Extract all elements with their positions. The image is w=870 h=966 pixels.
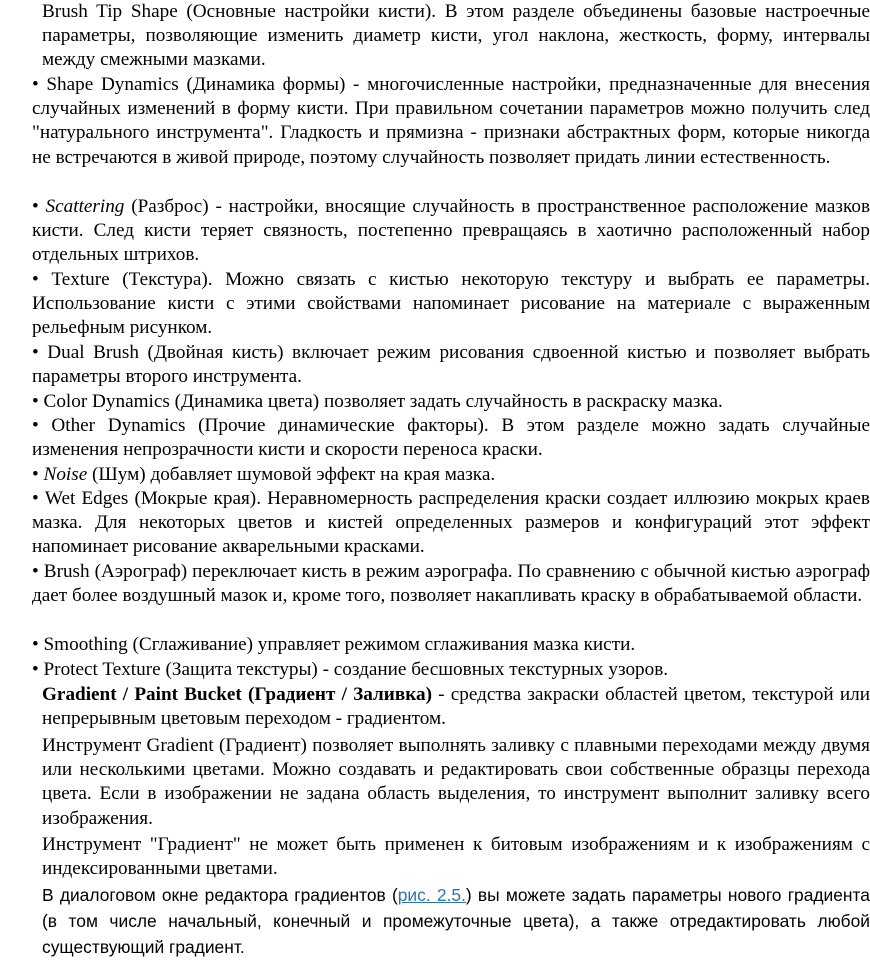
paragraph-noise xyxy=(0,463,870,487)
paragraph-gradient-tool xyxy=(0,734,870,831)
term-shape-dynamics: Shape Dynamics xyxy=(46,74,179,95)
term-wet-edges: Wet Edges xyxy=(44,488,129,509)
description-brush: (Аэрограф) переключает кисть в режим аэрографа. По сравнению с обычной кистью аэрограф дает более воздушный мазок и, кроме того, позволяет накапливать краску в обрабатываемой области. xyxy=(32,561,870,607)
bullet-icon: • xyxy=(32,342,39,363)
term-dual-brush: Dual Brush xyxy=(47,342,139,363)
description-gradient-tool: Инструмент Gradient (Градиент) позволяет выполнять заливку с плавными переходами между двумя или несколькими цветами. Можно создавать и редактировать свои собственные образцы перехода цвета. Если в изображении не задана область выделения, то инструмент выполнит заливку всего изображения. xyxy=(42,735,870,829)
bullet-icon: • xyxy=(32,391,39,412)
term-gradient-paint-bucket: Gradient / Paint Bucket (Градиент / Заливка) xyxy=(42,684,432,705)
paragraph-scattering xyxy=(0,195,870,268)
bullet-icon: • xyxy=(32,464,39,485)
description-smoothing: (Сглаживание) управляет режимом сглаживания мазка кисти. xyxy=(127,634,636,655)
term-color-dynamics: Color Dynamics xyxy=(43,391,170,412)
paragraph-other-dynamics xyxy=(0,414,870,462)
term-other-dynamics: Other Dynamics xyxy=(51,415,186,436)
description-shape-dynamics: (Динамика формы) - многочисленные настройки, предназначенные для внесения случайных изменений в форму кисти. При правильном сочетании параметров можно получить след "натурального инструмента". Гладкость и прямизна - признаки абстрактных форм, которые никогда не встречаются в живой природе, поэтому случайность позволяет придать линии естественность. xyxy=(32,74,870,168)
term-brush-tip-shape: Brush Tip Shape xyxy=(42,1,178,22)
gradient-editor-text-before: В диалоговом окне редактора градиентов ( xyxy=(42,885,398,905)
description-gradient-paint-bucket: - средства закраски областей цветом, текстурой или непрерывным цветовым переходом - градиентом. xyxy=(42,684,870,730)
paragraph-dual-brush xyxy=(0,341,870,389)
description-protect-texture: (Защита текстуры) - создание бесшовных текстурных узоров. xyxy=(160,659,669,680)
paragraph-gradient-limit xyxy=(0,833,870,881)
term-brush: Brush xyxy=(43,561,90,582)
bullet-icon: • xyxy=(32,659,39,680)
bullet-icon: • xyxy=(32,561,39,582)
description-other-dynamics: (Прочие динамические факторы). В этом разделе можно задать случайные изменения непрозрачности кисти и скорости переноса краски. xyxy=(32,415,870,461)
description-dual-brush: (Двойная кисть) включает режим рисования сдвоенной кистью и позволяет выбрать параметры второго инструмента. xyxy=(32,342,870,388)
term-noise: Noise xyxy=(43,464,88,485)
term-texture: Texture xyxy=(51,269,110,290)
description-wet-edges: (Мокрые края). Неравномерность распределения краски создает иллюзию мокрых краев мазка. Для некоторых цветов и кистей определенных размеров и конфигураций этот эффект напоминает рисование акварельными красками. xyxy=(32,488,870,558)
paragraph-shape-dynamics xyxy=(0,73,870,170)
bullet-icon: • xyxy=(32,196,39,217)
term-protect-texture: Protect Texture xyxy=(43,659,161,680)
paragraph-color-dynamics xyxy=(0,390,870,414)
paragraph-brush-tip-shape xyxy=(0,0,870,73)
bullet-icon: • xyxy=(32,488,39,509)
paragraph-smoothing xyxy=(0,633,870,657)
bullet-icon: • xyxy=(32,634,39,655)
paragraph-gradient-heading xyxy=(0,683,870,731)
paragraph-gradient-editor xyxy=(0,882,870,960)
description-noise: (Шум) добавляет шумовой эффект на края мазка. xyxy=(87,464,496,485)
description-texture: (Текстура). Можно связать с кистью некоторую текстуру и выбрать ее параметры. Использование кисти с этими свойствами напоминает рисование на материале с выраженным рельефным рисунком. xyxy=(32,269,870,339)
bullet-icon: • xyxy=(32,269,39,290)
term-smoothing: Smoothing xyxy=(43,634,128,655)
bullet-icon: • xyxy=(32,415,39,436)
paragraph-brush xyxy=(0,560,870,608)
paragraph-texture xyxy=(0,268,870,341)
term-scattering: Scattering xyxy=(45,196,125,217)
description-color-dynamics: (Динамика цвета) позволяет задать случайность в раскраску мазка. xyxy=(169,391,723,412)
description-scattering: (Разброс) - настройки, вносящие случайность в пространственное расположение мазков кисти. След кисти теряет связность, постепенно превращаясь в хаотично расположенный набор отдельных штрихов. xyxy=(32,196,870,266)
description-brush-tip-shape: (Основные настройки кисти). В этом разделе объединены базовые настроечные параметры, позволяющие изменить диаметр кисти, угол наклона, жесткость, форму, интервалы между смежными мазками. xyxy=(42,1,870,71)
figure-link[interactable]: рис. 2.5. xyxy=(397,885,466,905)
description-gradient-limit: Инструмент "Градиент" не может быть применен к битовым изображениям и к изображениям с индексированными цветами. xyxy=(42,834,870,880)
bullet-icon: • xyxy=(32,74,39,95)
gradient-editor-text-after: ) вы можете задать параметры нового градиента (в том числе начальный, конечный и промежуточные цвета), а также отредактировать любой существующий градиент. xyxy=(42,885,870,957)
paragraph-protect-texture xyxy=(0,658,870,682)
paragraph-wet-edges xyxy=(0,487,870,560)
